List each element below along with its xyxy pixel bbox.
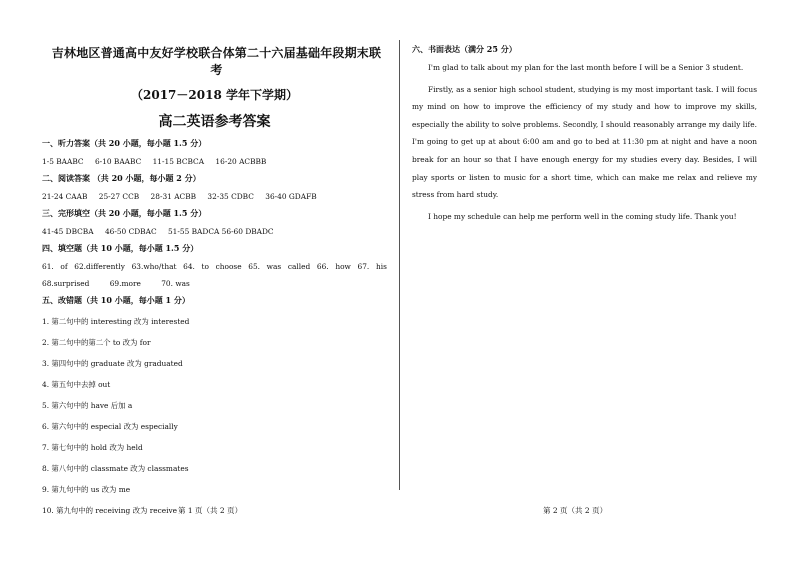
answer-group: 32-35 CDBC	[207, 192, 254, 201]
fill-heading: 四、填空题（共 10 小题，每小题 1.5 分）	[42, 243, 199, 253]
fill-token: 65.	[248, 262, 261, 271]
essay-paragraph: I hope my schedule can help me perform well in the coming study life. Thank you!	[428, 211, 737, 221]
page-footer-left: 第 1 页（共 2 页）	[178, 506, 243, 515]
fill-token: choose	[215, 262, 242, 271]
answer-group: 6-10 BAABC	[94, 157, 142, 166]
correction-item: 5. 第六句中的 have 后加 a	[42, 401, 133, 410]
answer-group: 11-15 BCBCA	[152, 157, 205, 166]
page-divider	[399, 40, 400, 490]
correction-item: 2. 第二句中的第二个 to 改为 for	[42, 338, 151, 347]
answer-group: 46-50 CDBAC	[104, 227, 157, 236]
answer-group: 1-5 BAABC	[42, 157, 84, 166]
fill-token: called	[287, 262, 311, 271]
answer-group: 25-27 CCB	[98, 192, 140, 201]
answer-group: 41-45 DBCBA	[42, 227, 94, 236]
fill-token: to	[201, 262, 209, 271]
reading-heading: 二、阅读答案 （共 20 小题，每小题 2 分）	[42, 173, 201, 183]
fill-answers-row1	[42, 262, 387, 271]
exam-year: （2017－2018 学年下学期）	[131, 88, 298, 102]
correction-item: 6. 第六句中的 especial 改为 especially	[42, 422, 178, 431]
correction-item: 1. 第二句中的 interesting 改为 interested	[42, 317, 190, 326]
fill-token: 61.	[42, 262, 54, 271]
correction-item: 9. 第九句中的 us 改为 me	[42, 485, 131, 494]
answer-group: 36-40 GDAFB	[265, 192, 317, 201]
cloze-heading: 三、完形填空（共 20 小题，每小题 1.5 分）	[42, 208, 207, 218]
fill-token: 70. was	[161, 279, 190, 288]
page-footer-right: 第 2 页（共 2 页）	[543, 506, 608, 515]
correction-heading: 五、改错题（共 10 小题，每小题 1 分）	[42, 295, 190, 305]
listening-heading: 一、听力答案（共 20 小题，每小题 1.5 分）	[42, 138, 207, 148]
left-page	[42, 44, 387, 516]
fill-token: 63.who/that	[131, 262, 177, 271]
essay-paragraph: Firstly, as a senior high school student, studying is my most important task. I will focus my mind on how to improve the efficiency of my study and how to improve my skills, especially the ability to solve problems. Secondly, I should reasonably arrange my daily life. I'm going to get up at about 6:00 am and go to bed at 11:30 pm at night and have a noon break for an hour so that I have enough energy for my studies every day. Besides, I will play sports or listen to music for a short time, which can make me relax and relieve my stress from hard study.	[412, 84, 757, 200]
listening-answers	[42, 157, 387, 166]
correction-item: 7. 第七句中的 hold 改为 held	[42, 443, 143, 452]
fill-token: how	[335, 262, 351, 271]
fill-token: 62.differently	[74, 262, 125, 271]
fill-token: 66.	[316, 262, 329, 271]
fill-token: of	[60, 262, 68, 271]
fill-token: 68.surprised	[42, 279, 90, 288]
cloze-answers	[42, 227, 387, 236]
fill-token: his	[375, 262, 387, 271]
answer-group: 16-20 ACBBB	[215, 157, 267, 166]
fill-token: 64.	[183, 262, 195, 271]
fill-token: 67.	[357, 262, 370, 271]
right-page	[412, 44, 757, 225]
reading-answers	[42, 192, 387, 201]
answer-group: 21-24 CAAB	[42, 192, 88, 201]
essay-paragraph: I'm glad to talk about my plan for the last month before I will be a Senior 3 student.	[428, 63, 744, 72]
answer-group: 51-55 BADCA 56-60 DBADC	[167, 227, 274, 236]
fill-answers-row2	[42, 279, 387, 288]
correction-item: 10. 第九句中的 receiving 改为 receive	[42, 506, 178, 515]
correction-item: 8. 第八句中的 classmate 改为 classmates	[42, 464, 189, 473]
answer-group: 28-31 ACBB	[150, 192, 197, 201]
fill-token: 69.more	[109, 279, 141, 288]
correction-item: 4. 第五句中去掉 out	[42, 380, 111, 389]
writing-heading: 六、书面表达（满分 25 分）	[412, 44, 517, 54]
answer-key-title: 高二英语参考答案	[158, 114, 271, 130]
exam-title: 吉林地区普通高中友好学校联合体第二十六届基础年段期末联考	[51, 46, 382, 77]
correction-item: 3. 第四句中的 graduate 改为 graduated	[42, 359, 183, 368]
fill-token: was	[266, 262, 282, 271]
